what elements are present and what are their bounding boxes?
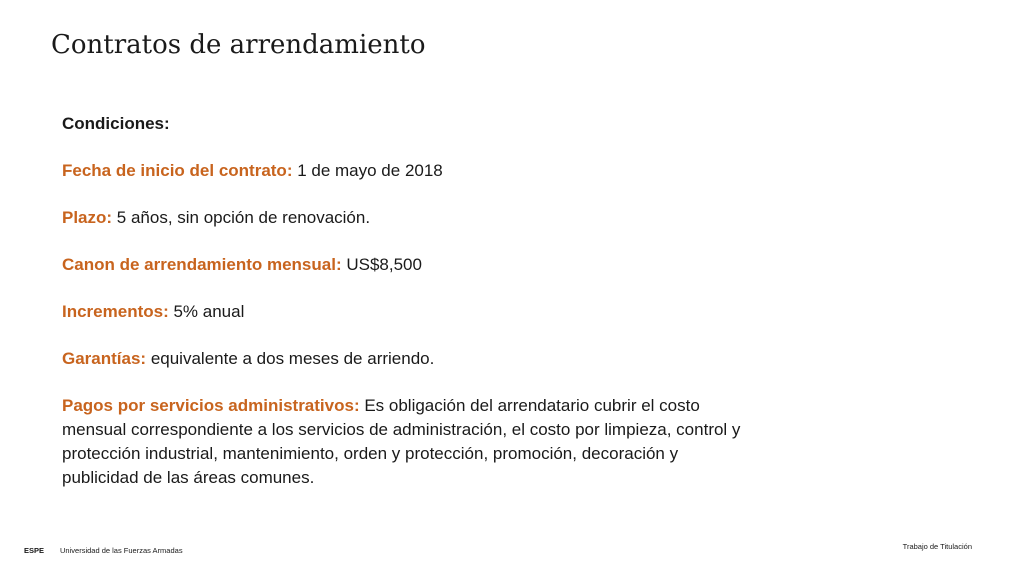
condition-value: Es obligación del arrendatario cubrir el costo mensual correspondiente a los servicios de administración, el costo por limpieza, control y protección industrial, mantenimiento, orden y protección, promoción, decoración y publicidad de las áreas comunes. bbox=[62, 396, 741, 487]
condition-increments bbox=[62, 300, 752, 324]
footer-left bbox=[24, 546, 183, 555]
footer-brand: ESPE bbox=[24, 546, 45, 555]
condition-guarantees bbox=[62, 347, 752, 371]
condition-value: US$8,500 bbox=[341, 255, 422, 274]
slide-title: Contratos de arrendamiento bbox=[51, 30, 426, 60]
condition-label: Canon de arrendamiento mensual: bbox=[62, 255, 342, 274]
condition-value: 5% anual bbox=[168, 302, 245, 321]
condition-monthly-rent bbox=[62, 253, 752, 277]
condition-value: equivalente a dos meses de arriendo. bbox=[146, 349, 435, 368]
conditions-heading: Condiciones: bbox=[62, 114, 170, 133]
footer-institution: Universidad de las Fuerzas Armadas bbox=[60, 546, 183, 555]
conditions-block bbox=[62, 112, 752, 490]
footer-right-text: Trabajo de Titulación bbox=[902, 542, 972, 551]
condition-label: Garantías: bbox=[62, 349, 147, 368]
condition-label: Pagos por servicios administrativos: bbox=[62, 396, 360, 415]
condition-label: Incrementos: bbox=[62, 302, 169, 321]
condition-term bbox=[62, 206, 752, 230]
condition-value: 5 años, sin opción de renovación. bbox=[112, 208, 371, 227]
condition-admin-payments bbox=[62, 394, 752, 490]
condition-value: 1 de mayo de 2018 bbox=[292, 161, 443, 180]
condition-label: Plazo: bbox=[62, 208, 113, 227]
condition-start-date bbox=[62, 159, 752, 183]
condition-label: Fecha de inicio del contrato: bbox=[62, 161, 293, 180]
